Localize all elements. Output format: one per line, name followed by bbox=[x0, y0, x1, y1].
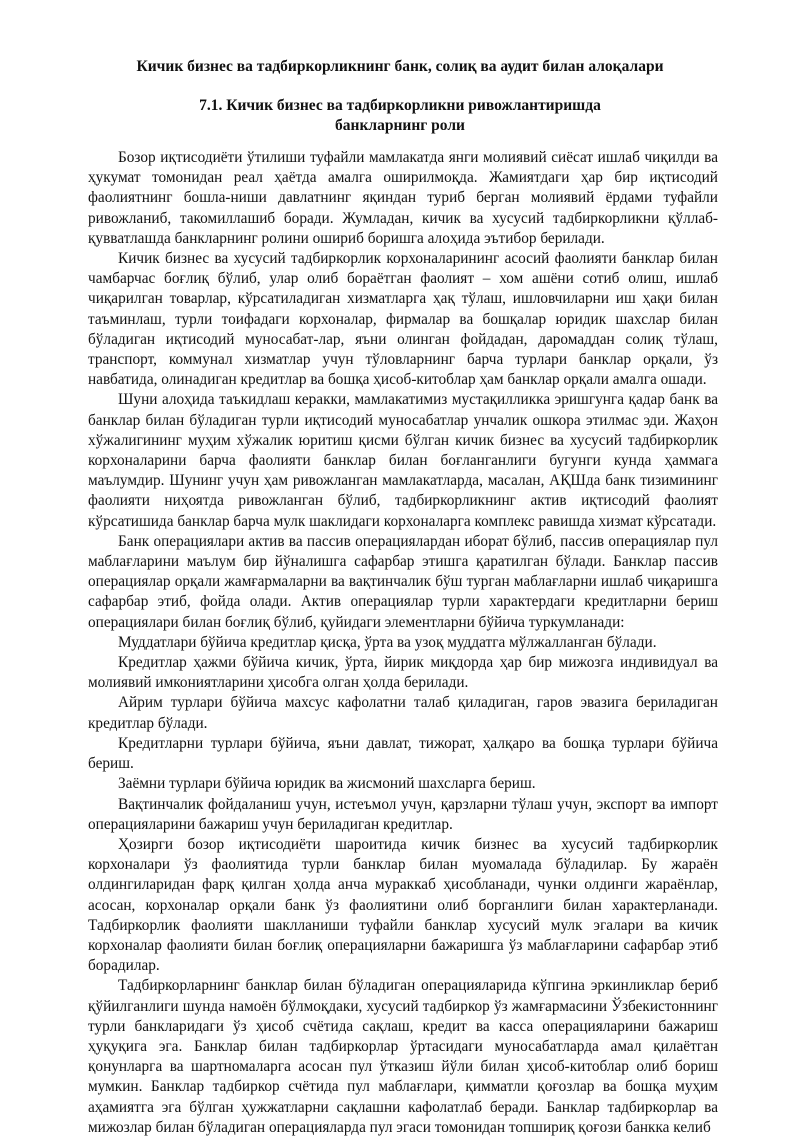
section-title-line: 7.1. Кичик бизнес ва тадбиркорликни ривожлантиришда bbox=[199, 97, 601, 114]
paragraph: Ҳозирги бозор иқтисодиёти шароитида кичик бизнес ва хусусий тадбиркорлик корхоналари ўз фаолиятида турли банклар билан муомалада бўладилар. Бу жараён олдингиларидан фарқ қилган ҳолда анча мураккаб ҳисобланади, чунки олдинги жараёнлар, асосан, корхоналар орқали банк ўз фаолиятини олиб борганлиги билан характерланади. Тадбиркорлик фаолияти шаклланиши туфайли банклар хусусий мулк эгалари ва кичик корхоналар фаолияти билан боғлиқ операцияларни бажаришга ўз маблағларини сафарбар этиб борадилар. bbox=[88, 835, 718, 975]
paragraph: Тадбиркорларнинг банклар билан бўладиган операцияларида кўпгина эркинликлар бериб қўйилганлиги шунда намоён бўлмоқдаки, хусусий тадбиркор ўз жамғармасини Ўзбекистоннинг турли банкларидаги ўз ҳисоб счётида сақлаш, кредит ва касса операцияларини бажариш ҳуқуқига эга. Банклар билан тадбиркорлар ўртасидаги муносабатларда амал қилаётган қонунларга ва шартномаларга асосан пул ўтказиш йўли билан ҳисоб-китоблар олиб бориш мумкин. Банклар тадбиркор счётида пул маблағлари, қимматли қоғозлар ва бошқа муҳим аҳамиятга эга бўлган ҳужжатларни сақлашни кафолатлаб беради. Банклар тадбиркорлар ва мижозлар билан бўладиган операцияларда пул эгаси томонидан топшириқ қоғози банкка келиб bbox=[88, 977, 718, 1136]
paragraph: Заёмни турлари бўйича юридик ва жисмоний шахсларга бериш. bbox=[118, 775, 536, 793]
paragraph: Муддатлари бўйича кредитлар қисқа, ўрта ва узоқ муддатга мўлжалланган бўлади. bbox=[118, 633, 657, 651]
paragraph: Кредитлар ҳажми бўйича кичик, ўрта, йирик миқдорда ҳар бир мижозга индивидуал ва молиявий имкониятларини ҳисобга олган ҳолда берилади. bbox=[88, 654, 718, 692]
paragraph: Банк операциялари актив ва пассив операциялардан иборат бўлиб, пассив операциялар пул маблағларини маълум бир йўналишга сафарбар этишга қаратилган бўлади. Банклар пассив операциялар орқали жамғармаларни ва вақтинчалик бўш турган маблағларни ишлаб чиқаришга сафарбар этиб, фойда олади. Актив операциялар турли характердаги кредитларни бериш операциялари билан боғлиқ бўлиб, қуйидаги элементларни бўйича туркумланади: bbox=[88, 532, 718, 631]
section-title-line: банкларнинг роли bbox=[335, 117, 465, 134]
paragraph: Бозор иқтисодиёти ўтилиши туфайли мамлакатда янги молиявий сиёсат ишлаб чиқилди ва ҳукумат томонидан реал ҳаётда амалга оширилмоқда. Жамиятдаги ҳар бир иқтисодий фаолиятнинг бошла-ниши давлатнинг яқиндан туриб берган молиявий ёрдами туфайли ривожланиб, такомиллашиб боради. Жумладан, кичик ва хусусий тадбиркорликни қўллаб-қувватлашда банкларнинг ролини ошириб боришга алоҳида эътибор берилади. bbox=[88, 149, 718, 247]
paragraph: Айрим турлари бўйича махсус кафолатни талаб қиладиган, гаров эвазига бериладиган кредитлар бўлади. bbox=[88, 694, 718, 732]
paragraph: Кредитларни турлари бўйича, яъни давлат, тижорат, ҳалқаро ва бошқа турлари бўйича бериш. bbox=[88, 734, 718, 773]
paragraph: Кичик бизнес ва хусусий тадбиркорлик корхоналарининг асосий фаолияти банклар билан чамбарчас боғлиқ бўлиб, улар олиб бораётган фаолият – хом ашёни сотиб олиш, ишлаб чиқарилган товарлар, кўрсатиладиган хизматларга ҳақ тўлаш, ишловчиларни иш ҳақи билан таъминлаш, турли тоифадаги корхоналар, фирмалар ва бошқалар юридик шахслар билан бўладиган иқтисодий муносабат-лар, яъни олинган фойдадан, даромаддан солиқ тўлаш, транспорт, коммунал хизматлар учун тўловларнинг барча турлари банклар орқали, ўз навбатида, олинадиган кредитлар ва бошқа ҳисоб-китоблар ҳам банклар орқали амалга ошади. bbox=[88, 250, 718, 389]
chapter-title: Кичик бизнес ва тадбиркорликнинг банк, солиқ ва аудит билан алоқалари bbox=[136, 58, 664, 75]
paragraph: Шуни алоҳида таъкидлаш керакки, мамлакатимиз мустақилликка эришгунга қадар банк ва банклар билан бўладиган турли иқтисодий муносабатлар унчалик ошкора этилмас эди. Жаҳон хўжалигининг муҳим хўжалик юритиш қисми бўлган кичик бизнес ва хусусий тадбиркорлик корхоналарини барча фаолияти банклар билан боғланганлиги бугунги кунда ҳаммага маълумдир. Шунинг учун ҳам ривожланган мамлакатларда, масалан, АҚШда банк тизимининг фаолияти ниҳоятда ривожланган бўлиб, тадбиркорликнинг актив иқтисодий фаолият кўрсатишида банклар барча мулк шаклидаги корхоналарга комплекс равишда хизмат кўрсатади. bbox=[88, 391, 718, 530]
section-title bbox=[60, 96, 740, 136]
paragraph: Вақтинчалик фойдаланиш учун, истеъмол учун, қарзларни тўлаш учун, экспорт ва импорт операцияларини бажариш учун бериладиган кредитлар. bbox=[88, 795, 718, 833]
body-text bbox=[88, 148, 718, 1138]
